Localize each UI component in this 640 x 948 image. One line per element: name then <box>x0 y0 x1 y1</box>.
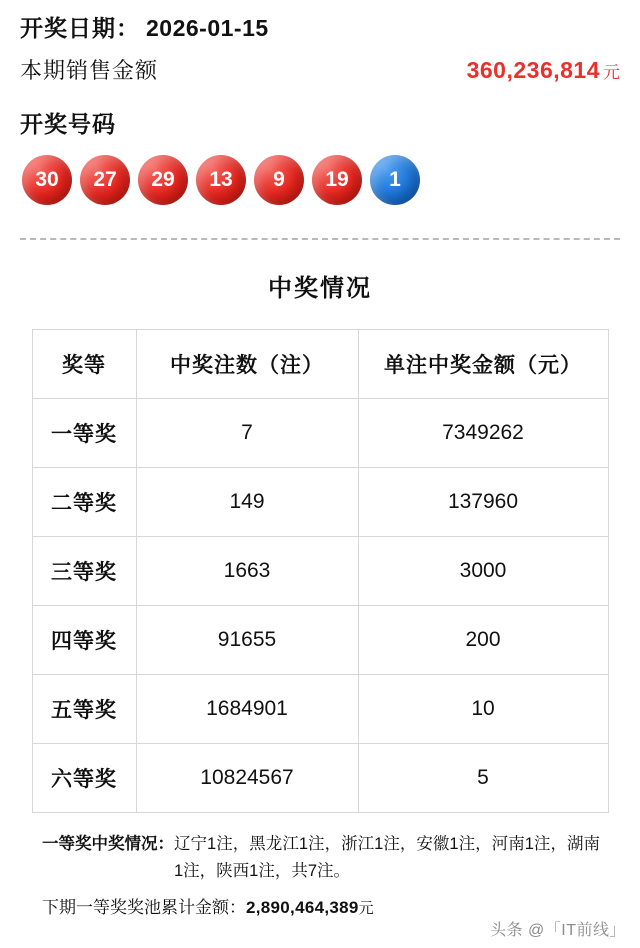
row-count: 10824567 <box>136 744 358 813</box>
number-ball-6: 19 <box>312 155 362 205</box>
table-row <box>32 744 608 813</box>
row-count: 91655 <box>136 606 358 675</box>
row-count: 149 <box>136 468 358 537</box>
draw-date-row <box>20 0 620 54</box>
prize-pool-unit: 元 <box>358 900 374 917</box>
row-amount: 5 <box>358 744 608 813</box>
row-grade: 四等奖 <box>32 606 136 675</box>
number-ball-7: 1 <box>370 155 420 205</box>
number-ball-2: 27 <box>80 155 130 205</box>
draw-date-label: 开奖日期： <box>20 15 140 41</box>
sales-value-group <box>467 57 620 84</box>
row-grade: 一等奖 <box>32 399 136 468</box>
sales-amount-unit: 元 <box>603 63 620 82</box>
table-header-grade: 奖等 <box>32 330 136 399</box>
prize-pool-label: 下期一等奖奖池累计金额： <box>42 898 246 917</box>
prize-section-title: 中奖情况 <box>268 275 372 302</box>
row-amount: 3000 <box>358 537 608 606</box>
row-count: 1684901 <box>136 675 358 744</box>
row-amount: 200 <box>358 606 608 675</box>
row-grade: 三等奖 <box>32 537 136 606</box>
watermark: 头条 @「IT前线」 <box>490 922 626 939</box>
table-row <box>32 399 608 468</box>
table-row <box>32 537 608 606</box>
number-ball-3: 29 <box>138 155 188 205</box>
row-grade: 五等奖 <box>32 675 136 744</box>
table-header-amount: 单注中奖金额（元） <box>358 330 608 399</box>
first-prize-note-label: 一等奖中奖情况： <box>42 835 174 853</box>
row-count: 7 <box>136 399 358 468</box>
row-count: 1663 <box>136 537 358 606</box>
first-prize-note-text: 辽宁1注，黑龙江1注，浙江1注，安徽1注，河南1注，湖南1注，陕西1注，共7注。 <box>174 835 600 880</box>
row-grade: 六等奖 <box>32 744 136 813</box>
number-ball-4: 13 <box>196 155 246 205</box>
row-amount: 10 <box>358 675 608 744</box>
winning-numbers-label: 开奖号码 <box>20 110 116 137</box>
first-prize-note <box>42 831 600 885</box>
table-row <box>32 675 608 744</box>
winning-numbers-balls <box>20 144 620 216</box>
row-amount: 7349262 <box>358 399 608 468</box>
table-row <box>32 468 608 537</box>
draw-date-value: 2026-01-15 <box>146 15 269 41</box>
winning-numbers-title-row <box>20 100 620 144</box>
number-ball-5: 9 <box>254 155 304 205</box>
table-header-row <box>32 330 608 399</box>
table-row <box>32 606 608 675</box>
row-amount: 137960 <box>358 468 608 537</box>
row-grade: 二等奖 <box>32 468 136 537</box>
sales-amount-row <box>20 54 620 100</box>
sales-amount-value: 360,236,814 <box>466 57 600 83</box>
prize-pool-value: 2,890,464,389 <box>246 898 359 917</box>
table-header-count: 中奖注数（注） <box>136 330 358 399</box>
number-ball-1: 30 <box>22 155 72 205</box>
prize-table <box>32 329 609 813</box>
sales-label: 本期销售金额 <box>20 58 159 83</box>
